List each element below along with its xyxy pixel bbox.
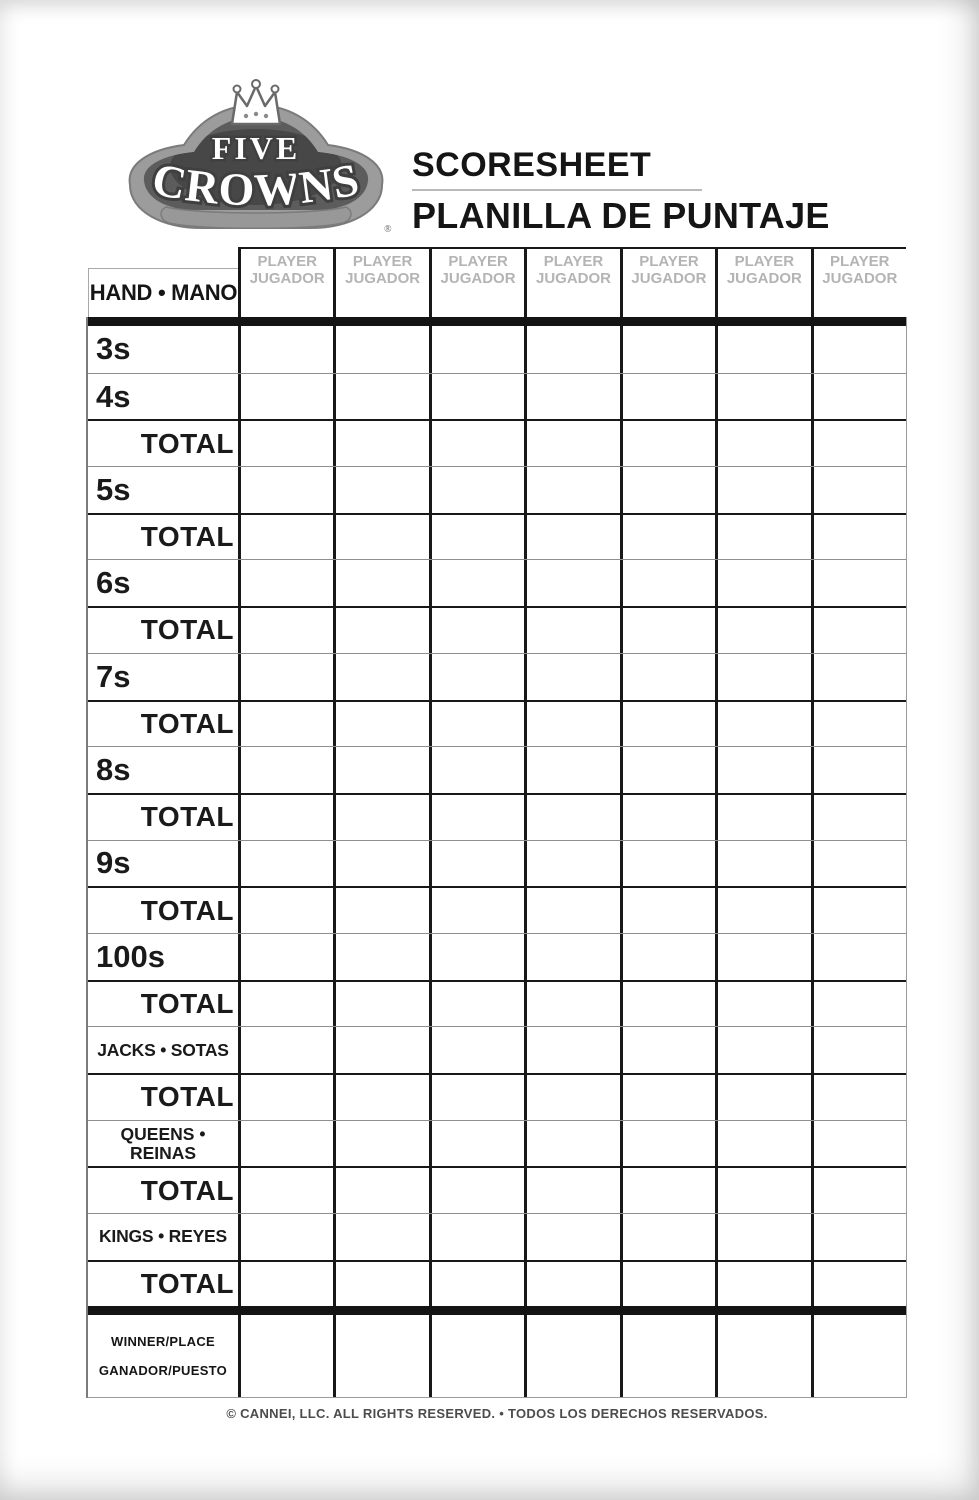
score-cell — [620, 888, 715, 933]
table-row — [88, 746, 906, 793]
score-cell — [429, 702, 524, 747]
score-cell — [238, 888, 333, 933]
winner-separator-bar — [88, 1306, 906, 1315]
score-cell — [238, 1027, 333, 1073]
score-cell — [333, 702, 428, 747]
logo-word-crowns: CROWNS — [148, 153, 364, 216]
score-cell — [429, 326, 524, 373]
player-header-line1: PLAYER — [352, 253, 413, 270]
score-cell — [429, 982, 524, 1027]
score-cell — [524, 1214, 619, 1260]
score-cell — [811, 702, 906, 747]
score-cell — [429, 888, 524, 933]
score-cell — [238, 515, 333, 560]
score-cell — [715, 467, 810, 513]
score-cell — [524, 654, 619, 700]
score-cell — [429, 1214, 524, 1260]
score-cell — [811, 747, 906, 793]
row-label: 100s — [96, 938, 165, 974]
score-cell — [811, 326, 906, 373]
score-cell — [524, 1315, 619, 1397]
score-cell — [333, 747, 428, 793]
table-row — [88, 466, 906, 513]
row-label: 6s — [96, 565, 131, 601]
player-header-cell — [333, 247, 428, 317]
score-cell — [811, 560, 906, 606]
row-label: TOTAL — [140, 801, 234, 833]
score-cell — [620, 982, 715, 1027]
score-cell — [715, 1214, 810, 1260]
score-cell — [238, 421, 333, 466]
table-row — [88, 700, 906, 747]
player-header-line2: JUGADOR — [535, 269, 611, 287]
player-header-cell — [238, 247, 333, 317]
score-cell — [333, 467, 428, 513]
player-header-cell — [429, 247, 524, 317]
score-cell — [238, 982, 333, 1027]
score-cell — [333, 654, 428, 700]
score-cell — [811, 1027, 906, 1073]
crown-icon — [232, 80, 280, 124]
player-header-line1: PLAYER — [734, 253, 795, 270]
player-header-line1: PLAYER — [639, 253, 699, 270]
score-cell — [811, 982, 906, 1027]
table-row — [88, 1260, 906, 1307]
registered-mark: ® — [384, 224, 392, 235]
score-cell — [429, 654, 524, 700]
row-label: TOTAL — [140, 1268, 234, 1300]
row-label — [88, 1121, 238, 1167]
table-row — [88, 419, 906, 466]
score-cell — [333, 1214, 428, 1260]
row-label-line2: REINAS — [129, 1142, 197, 1163]
score-cell — [429, 1075, 524, 1120]
score-cell — [524, 515, 619, 560]
score-cell — [238, 1262, 333, 1307]
score-cell — [333, 1262, 428, 1307]
score-cell — [524, 608, 619, 653]
row-label: TOTAL — [140, 894, 234, 926]
score-cell — [524, 467, 619, 513]
score-cell — [811, 795, 906, 840]
score-cell — [620, 1027, 715, 1073]
score-cell — [715, 654, 810, 700]
score-cell — [811, 1262, 906, 1307]
score-cell — [333, 515, 428, 560]
score-cell — [524, 1168, 619, 1213]
score-cell — [429, 795, 524, 840]
table-row — [88, 606, 906, 653]
score-cell — [333, 982, 428, 1027]
player-header-line2: JUGADOR — [345, 269, 421, 287]
score-cell — [238, 1075, 333, 1120]
score-cell — [429, 467, 524, 513]
score-cell — [238, 654, 333, 700]
player-header-line2: JUGADOR — [631, 269, 707, 287]
score-cell — [429, 421, 524, 466]
score-cell — [620, 1214, 715, 1260]
score-cell — [715, 934, 810, 980]
score-cell — [811, 1075, 906, 1120]
title-planilla: PLANILLA DE PUNTAJE — [412, 195, 830, 236]
score-cell — [333, 795, 428, 840]
score-cell — [811, 608, 906, 653]
title-scoresheet: SCORESHEET — [412, 146, 652, 184]
score-cell — [715, 560, 810, 606]
score-cell — [524, 1075, 619, 1120]
score-cell — [811, 421, 906, 466]
score-cell — [620, 608, 715, 653]
table-row — [88, 326, 906, 373]
score-cell — [238, 1168, 333, 1213]
score-cell — [238, 560, 333, 606]
score-cell — [333, 1027, 428, 1073]
score-cell — [429, 608, 524, 653]
score-cell — [238, 1121, 333, 1167]
score-cell — [620, 1262, 715, 1307]
score-cell — [333, 560, 428, 606]
score-cell — [715, 326, 810, 373]
score-cell — [238, 795, 333, 840]
score-cell — [333, 421, 428, 466]
score-table — [88, 247, 906, 1398]
score-cell — [524, 702, 619, 747]
score-cell — [620, 1168, 715, 1213]
score-cell — [238, 702, 333, 747]
row-label: TOTAL — [140, 427, 234, 459]
score-cell — [524, 374, 619, 420]
player-header-line1: PLAYER — [257, 253, 317, 270]
row-label: 4s — [96, 378, 131, 414]
row-label: 7s — [96, 658, 131, 694]
score-cell — [811, 654, 906, 700]
score-cell — [333, 841, 428, 887]
score-cell — [715, 1168, 810, 1213]
winner-row — [88, 1315, 906, 1397]
score-cell — [715, 421, 810, 466]
score-cell — [620, 841, 715, 887]
player-header-line2: JUGADOR — [822, 269, 898, 287]
score-cell — [238, 467, 333, 513]
score-cell — [620, 1075, 715, 1120]
score-cell — [524, 841, 619, 887]
score-cell — [715, 1262, 810, 1307]
score-cell — [429, 1315, 524, 1397]
table-row — [88, 840, 906, 887]
table-body-frame — [86, 317, 907, 1398]
score-cell — [715, 795, 810, 840]
score-cell — [429, 841, 524, 887]
table-row — [88, 1213, 906, 1260]
score-cell — [238, 326, 333, 373]
score-cell — [715, 747, 810, 793]
table-row — [88, 933, 906, 980]
row-label: TOTAL — [140, 987, 234, 1019]
winner-label-en: WINNER/PLACE — [111, 1334, 215, 1350]
score-cell — [429, 1262, 524, 1307]
score-cell — [715, 888, 810, 933]
score-cell — [620, 467, 715, 513]
row-label: TOTAL — [140, 521, 234, 553]
score-cell — [620, 702, 715, 747]
score-cell — [715, 982, 810, 1027]
row-label: JACKS • SOTAS — [97, 1039, 229, 1060]
row-label: TOTAL — [140, 1174, 234, 1206]
score-cell — [429, 515, 524, 560]
five-crowns-logo — [110, 78, 402, 240]
player-header-line2: JUGADOR — [726, 269, 802, 287]
player-header-line1: PLAYER — [448, 253, 508, 270]
score-cell — [333, 934, 428, 980]
row-label: 8s — [96, 752, 131, 788]
player-header-cell — [715, 247, 810, 317]
score-cell — [238, 374, 333, 420]
score-cell — [811, 841, 906, 887]
score-cell — [429, 747, 524, 793]
player-header-cell — [811, 247, 906, 317]
row-label: TOTAL — [140, 1081, 234, 1113]
table-row — [88, 513, 906, 560]
player-header-line2: JUGADOR — [249, 269, 325, 287]
row-label-line1: QUEENS • — [120, 1123, 206, 1144]
title-divider — [412, 189, 702, 191]
score-cell — [333, 608, 428, 653]
score-cell — [333, 1075, 428, 1120]
winner-label-es: GANADOR/PUESTO — [98, 1363, 228, 1379]
score-cell — [811, 467, 906, 513]
score-cell — [238, 1214, 333, 1260]
row-label: 5s — [96, 471, 131, 507]
row-label: 9s — [96, 845, 131, 881]
player-header-line1: PLAYER — [543, 253, 604, 270]
score-cell — [524, 747, 619, 793]
score-cell — [620, 515, 715, 560]
score-cell — [524, 982, 619, 1027]
table-row — [88, 1073, 906, 1120]
score-cell — [715, 1315, 810, 1397]
score-cell — [429, 1121, 524, 1167]
winner-section — [88, 1315, 906, 1398]
score-cell — [620, 1121, 715, 1167]
player-header-cell — [620, 247, 715, 317]
table-row — [88, 980, 906, 1027]
score-cell — [715, 1027, 810, 1073]
score-cell — [620, 934, 715, 980]
score-cell — [333, 888, 428, 933]
score-cell — [524, 888, 619, 933]
score-cell — [524, 421, 619, 466]
table-row — [88, 886, 906, 933]
score-cell — [811, 934, 906, 980]
score-cell — [429, 1168, 524, 1213]
player-header-line1: PLAYER — [830, 253, 890, 270]
score-cell — [524, 1262, 619, 1307]
score-rows — [88, 326, 906, 1306]
row-label: KINGS • REYES — [98, 1226, 227, 1247]
score-cell — [333, 1121, 428, 1167]
score-cell — [811, 1121, 906, 1167]
score-cell — [620, 795, 715, 840]
player-header-row — [88, 247, 906, 317]
score-cell — [333, 1168, 428, 1213]
score-cell — [524, 1027, 619, 1073]
row-label: 3s — [96, 331, 131, 367]
score-cell — [524, 934, 619, 980]
score-cell — [715, 841, 810, 887]
score-cell — [811, 374, 906, 420]
score-cell — [715, 1075, 810, 1120]
score-cell — [811, 1315, 906, 1397]
score-cell — [429, 374, 524, 420]
winner-label — [88, 1315, 238, 1397]
score-cell — [620, 654, 715, 700]
score-cell — [811, 1214, 906, 1260]
score-cell — [620, 374, 715, 420]
copyright-text: © CANNEI, LLC. ALL RIGHTS RESERVED. • TODOS LOS DERECHOS RESERVADOS. — [226, 1406, 768, 1421]
score-cell — [238, 1315, 333, 1397]
score-cell — [715, 702, 810, 747]
player-header-cell — [524, 247, 619, 317]
score-cell — [238, 608, 333, 653]
score-cell — [238, 747, 333, 793]
table-row — [88, 1120, 906, 1167]
score-cell — [620, 560, 715, 606]
score-cell — [524, 326, 619, 373]
table-row — [88, 793, 906, 840]
score-cell — [620, 326, 715, 373]
score-cell — [333, 326, 428, 373]
score-cell — [524, 795, 619, 840]
score-cell — [715, 608, 810, 653]
scoresheet-page — [28, 28, 949, 1477]
score-cell — [238, 934, 333, 980]
score-cell — [715, 515, 810, 560]
header-separator-bar — [88, 317, 906, 326]
table-row — [88, 1166, 906, 1213]
score-cell — [429, 560, 524, 606]
table-row — [88, 559, 906, 606]
score-cell — [811, 515, 906, 560]
score-cell — [524, 1121, 619, 1167]
hand-mano-label: HAND • MANO — [88, 268, 238, 317]
score-cell — [620, 421, 715, 466]
score-cell — [238, 841, 333, 887]
table-row — [88, 373, 906, 420]
score-cell — [333, 1315, 428, 1397]
score-cell — [715, 1121, 810, 1167]
table-row — [88, 1026, 906, 1073]
score-cell — [811, 1168, 906, 1213]
row-label: TOTAL — [140, 614, 234, 646]
row-label: TOTAL — [140, 707, 234, 739]
score-cell — [524, 560, 619, 606]
hand-header-cell — [88, 247, 238, 317]
score-cell — [620, 1315, 715, 1397]
score-cell — [333, 374, 428, 420]
score-cell — [429, 934, 524, 980]
score-cell — [429, 1027, 524, 1073]
player-header-line2: JUGADOR — [440, 269, 516, 287]
score-cell — [811, 888, 906, 933]
score-cell — [620, 747, 715, 793]
score-cell — [715, 374, 810, 420]
logo-word-five: FIVE — [211, 130, 301, 166]
table-row — [88, 653, 906, 700]
